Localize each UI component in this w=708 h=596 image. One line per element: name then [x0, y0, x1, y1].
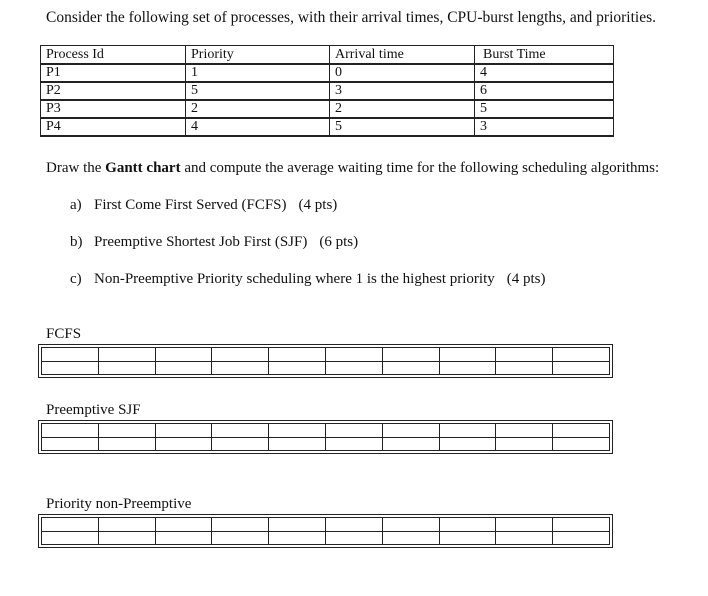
sjf-label: Preemptive SJF [46, 402, 141, 418]
gantt-cell [269, 424, 326, 438]
option-a [70, 197, 337, 214]
gantt-cell [212, 348, 269, 362]
instruction-text [46, 160, 659, 177]
fcfs-label: FCFS [46, 326, 82, 342]
table-row [41, 64, 614, 82]
gantt-cell [98, 437, 155, 451]
gantt-cell [553, 437, 610, 451]
table-row [41, 118, 614, 136]
gantt-cell [553, 348, 610, 362]
gantt-cell [42, 424, 99, 438]
gantt-row [42, 531, 610, 545]
gantt-cell [496, 518, 553, 532]
gantt-row [42, 518, 610, 532]
gantt-cell [553, 361, 610, 375]
option-points: (4 pts) [506, 271, 546, 287]
priority-label: Priority non-Preemptive [46, 496, 192, 512]
cell-burst-time: 6 [475, 82, 614, 100]
gantt-cell [325, 437, 382, 451]
gantt-cell [269, 361, 326, 375]
gantt-row [42, 437, 610, 451]
cell-arrival-time: 3 [330, 82, 475, 100]
option-label: b) [70, 234, 83, 250]
gantt-cell [382, 361, 439, 375]
gantt-cell [553, 518, 610, 532]
gantt-cell [325, 424, 382, 438]
cell-burst-time: 5 [475, 100, 614, 118]
option-text: Non-Preemptive Priority scheduling where 1 is the highest priority [94, 271, 495, 287]
cell-arrival-time: 0 [330, 64, 475, 82]
gantt-cell [496, 348, 553, 362]
cell-process-id: P1 [41, 64, 186, 82]
gantt-cell [212, 437, 269, 451]
gantt-cell [439, 437, 496, 451]
gantt-cell [42, 348, 99, 362]
instruction-bold: Gantt chart [105, 160, 181, 176]
priority-gantt-cells [41, 517, 610, 545]
gantt-cell [42, 361, 99, 375]
gantt-row [42, 348, 610, 362]
gantt-cell [269, 348, 326, 362]
gantt-cell [98, 361, 155, 375]
cell-priority: 2 [186, 100, 330, 118]
gantt-cell [42, 437, 99, 451]
gantt-cell [496, 531, 553, 545]
gantt-cell [325, 531, 382, 545]
cell-process-id: P3 [41, 100, 186, 118]
cell-priority: 5 [186, 82, 330, 100]
option-points: (6 pts) [319, 234, 359, 250]
gantt-cell [439, 361, 496, 375]
gantt-cell [382, 531, 439, 545]
instruction-after: and compute the average waiting time for the following scheduling algorithms: [180, 160, 660, 176]
gantt-cell [98, 518, 155, 532]
cell-arrival-time: 2 [330, 100, 475, 118]
gantt-cell [325, 518, 382, 532]
gantt-cell [439, 518, 496, 532]
gantt-cell [212, 361, 269, 375]
gantt-cell [382, 424, 439, 438]
sjf-gantt-cells [41, 423, 610, 451]
gantt-cell [382, 348, 439, 362]
gantt-cell [155, 424, 212, 438]
gantt-cell [269, 518, 326, 532]
gantt-cell [325, 361, 382, 375]
fcfs-gantt-grid [38, 344, 613, 378]
cell-process-id: P4 [41, 118, 186, 136]
cell-process-id: P2 [41, 82, 186, 100]
fcfs-gantt-cells [41, 347, 610, 375]
table-header-row [41, 46, 614, 65]
gantt-cell [325, 348, 382, 362]
gantt-cell [269, 531, 326, 545]
gantt-cell [98, 424, 155, 438]
option-c [70, 271, 546, 288]
gantt-cell [212, 518, 269, 532]
gantt-cell [496, 437, 553, 451]
gantt-cell [98, 531, 155, 545]
gantt-cell [382, 437, 439, 451]
gantt-cell [155, 437, 212, 451]
table-row [41, 82, 614, 100]
gantt-cell [439, 424, 496, 438]
intro-text: Consider the following set of processes, with their arrival times, CPU-burst lengths, and priorities. [46, 9, 656, 26]
instruction-before: Draw the [46, 160, 106, 176]
option-label: a) [70, 197, 82, 213]
gantt-cell [155, 531, 212, 545]
option-label: c) [70, 271, 82, 287]
table-row [41, 100, 614, 118]
gantt-cell [496, 361, 553, 375]
gantt-cell [212, 531, 269, 545]
gantt-row [42, 361, 610, 375]
header-process-id: Process Id [41, 46, 186, 65]
option-points: (4 pts) [298, 197, 338, 213]
gantt-cell [269, 437, 326, 451]
gantt-cell [553, 531, 610, 545]
cell-priority: 4 [186, 118, 330, 136]
priority-gantt-grid [38, 514, 613, 548]
cell-burst-time: 4 [475, 64, 614, 82]
option-b [70, 234, 358, 251]
gantt-cell [155, 361, 212, 375]
cell-arrival-time: 5 [330, 118, 475, 136]
gantt-cell [98, 348, 155, 362]
gantt-cell [155, 348, 212, 362]
gantt-cell [42, 518, 99, 532]
sjf-gantt-grid [38, 420, 613, 454]
gantt-cell [155, 518, 212, 532]
header-arrival-time: Arrival time [330, 46, 475, 65]
gantt-cell [439, 531, 496, 545]
cell-priority: 1 [186, 64, 330, 82]
cell-burst-time: 3 [475, 118, 614, 136]
gantt-cell [496, 424, 553, 438]
gantt-cell [439, 348, 496, 362]
process-table [40, 45, 614, 137]
option-text: First Come First Served (FCFS) [94, 197, 287, 213]
gantt-cell [553, 424, 610, 438]
header-priority: Priority [186, 46, 330, 65]
gantt-cell [42, 531, 99, 545]
gantt-row [42, 424, 610, 438]
header-burst-time: Burst Time [475, 46, 614, 65]
option-text: Preemptive Shortest Job First (SJF) [94, 234, 308, 250]
gantt-cell [212, 424, 269, 438]
gantt-cell [382, 518, 439, 532]
